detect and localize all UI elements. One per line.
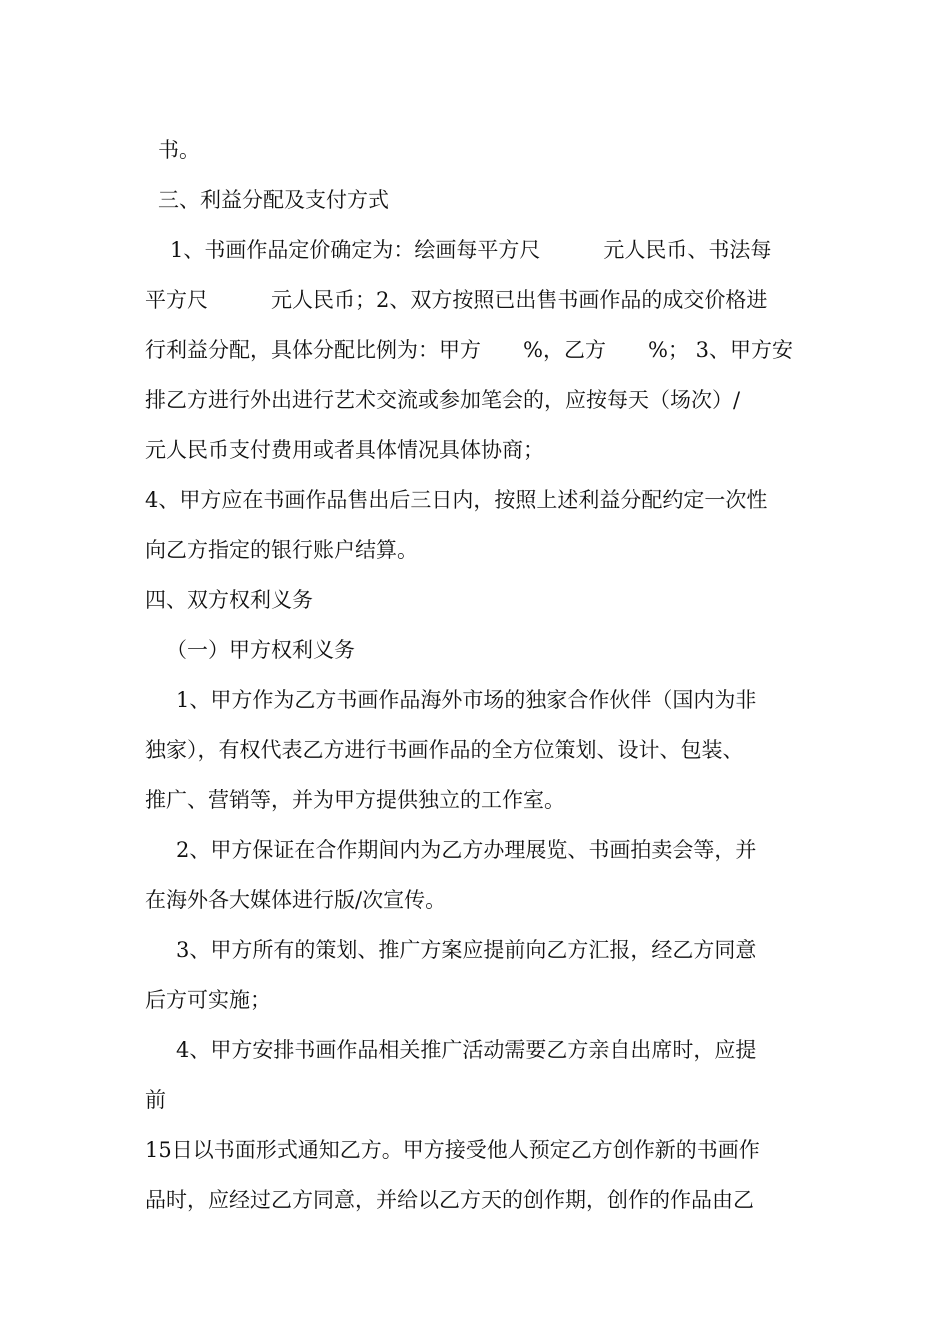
text-line: 3、甲方所有的策划、推广方案应提前向乙方汇报，经乙方同意 (176, 938, 757, 962)
text-line: 4、甲方安排书画作品相关推广活动需要乙方亲自出席时，应提 (176, 1038, 757, 1062)
text-line: 推广、营销等，并为甲方提供独立的工作室。 (145, 788, 565, 812)
text-line: 排乙方进行外出进行艺术交流或参加笔会的，应按每天（场次）/ (145, 388, 741, 412)
section-heading: 四、双方权利义务 (145, 588, 313, 612)
section-heading: 三、利益分配及支付方式 (158, 188, 389, 212)
text-line: 前 (145, 1088, 166, 1112)
text-line: 15日以书面形式通知乙方。甲方接受他人预定乙方创作新的书画作 (145, 1138, 760, 1162)
text-line: 在海外各大媒体进行版/次宣传。 (145, 888, 447, 912)
text-line: 元人民币支付费用或者具体情况具体协商； (145, 438, 544, 462)
text-line: 后方可实施； (145, 988, 271, 1012)
text-line: 书。 (158, 138, 200, 162)
text-line: 2、甲方保证在合作期间内为乙方办理展览、书画拍卖会等，并 (176, 838, 757, 862)
text-line: 1、甲方作为乙方书画作品海外市场的独家合作伙伴（国内为非 (176, 688, 757, 712)
text-line: 4、甲方应在书画作品售出后三日内，按照上述利益分配约定一次性 (145, 488, 768, 512)
text-line: 行利益分配，具体分配比例为：甲方 %，乙方 %； 3、甲方安 (145, 338, 793, 362)
subsection-heading: （一）甲方权利义务 (166, 638, 355, 662)
text-line: 1、书画作品定价确定为：绘画每平方尺 元人民币、书法每 (170, 238, 772, 262)
text-line: 品时，应经过乙方同意，并给以乙方天的创作期，创作的作品由乙 (145, 1188, 754, 1212)
text-line: 向乙方指定的银行账户结算。 (145, 538, 418, 562)
text-line: 独家），有权代表乙方进行书画作品的全方位策划、设计、包装、 (145, 738, 744, 762)
text-line: 平方尺 元人民币；2、双方按照已出售书画作品的成交价格进 (145, 288, 768, 312)
